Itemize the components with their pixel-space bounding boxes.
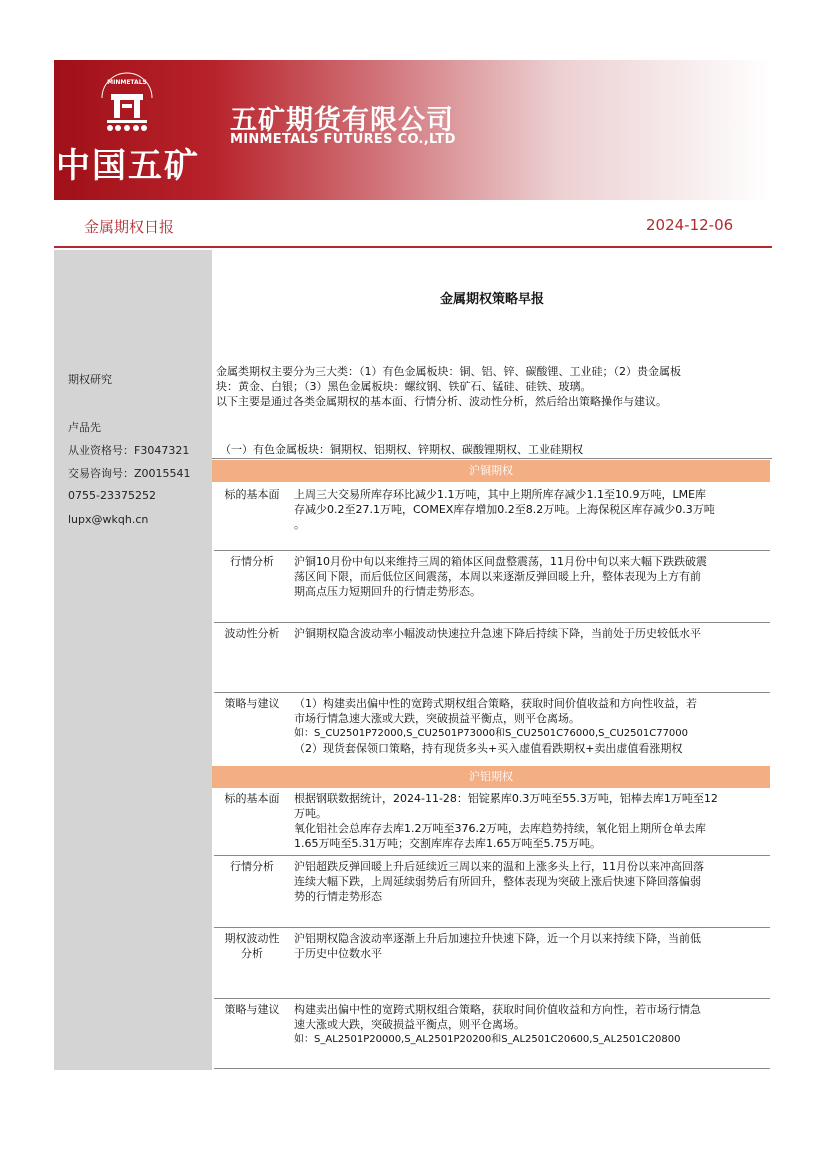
- text-line: 根据钢联数据统计，2024-11-28：铝锭累库0.3万吨至55.3万吨，铝棒去库1万吨至12: [294, 792, 718, 805]
- copper-market-text: [294, 554, 768, 599]
- aluminum-fundamentals-label: 标的基本面: [224, 792, 280, 805]
- row-divider: [214, 855, 770, 856]
- text-line: 。: [294, 518, 305, 531]
- text-line: 万吨。: [294, 807, 327, 820]
- text-line: 速大涨或大跌，突破损益平衡点，则平仓离场。: [294, 1018, 525, 1031]
- copper-strategy-label: 策略与建议: [224, 697, 280, 710]
- report-title: 金属期权日报: [84, 218, 175, 236]
- intro-line: 金属类期权主要分为三大类：（1）有色金属板块：铜、铝、锌、碳酸锂、工业硅；（2）贵金属板: [216, 365, 681, 378]
- text-line: 于历史中位数水平: [294, 947, 382, 960]
- intro-line: 块：黄金、白银；（3）黑色金属板块：螺纹钢、铁矿石、锰硅、硅铁、玻璃。: [216, 380, 592, 393]
- advisor-license: 交易咨询号：Z0015541: [68, 467, 191, 480]
- company-name-cn: 五矿期货有限公司: [230, 105, 454, 136]
- license-number: 从业资格号：F3047321: [68, 444, 190, 457]
- copper-fundamentals-text: [294, 487, 768, 532]
- text-line: 期高点压力短期回升的行情走势形态。: [294, 585, 481, 598]
- main-title: 金属期权策略早报: [439, 292, 544, 307]
- minmetals-logo-icon: [98, 70, 156, 136]
- copper-volatility-label: 波动性分析: [224, 627, 280, 640]
- text-line: 沪铜10月份中旬以来维持三周的箱体区间盘整震荡，11月份中旬以来大幅下跌跌破震: [294, 555, 707, 568]
- text-line: 上周三大交易所库存环比减少1.1万吨，其中上期所库存减少1.1至10.9万吨，LME库: [294, 488, 707, 501]
- aluminum-volatility-text: [294, 931, 768, 961]
- row-divider: [214, 550, 770, 551]
- text-line: 构建卖出偏中性的宽跨式期权组合策略，获取时间价值收益和方向性，若市场行情急: [294, 1003, 701, 1016]
- aluminum-options-band: 沪铝期权: [212, 766, 770, 788]
- aluminum-fundamentals-text: [294, 791, 768, 851]
- report-date: 2024-12-06: [646, 216, 734, 234]
- company-name-en: MINMETALS FUTURES CO.,LTD: [230, 132, 456, 147]
- row-divider: [214, 622, 770, 623]
- aluminum-volatility-label: [214, 931, 290, 961]
- row-divider: [214, 692, 770, 693]
- aluminum-strategy-label: 策略与建议: [224, 1003, 280, 1016]
- text-line: （2）现货套保领口策略，持有现货多头+买入虚值看跌期权+卖出虚值看涨期权: [294, 742, 683, 755]
- logo-text: MINMETALS: [107, 79, 147, 86]
- strategy-example: 如：S_CU2501P72000,S_CU2501P73000和S_CU2501C76000,S_CU2501C77000: [294, 728, 689, 739]
- intro-paragraph: [216, 364, 768, 409]
- text-line: 荡区间下限，而后低位区间震荡，本周以来逐渐反弹回暖上升，整体表现为上方有前: [294, 570, 701, 583]
- copper-strategy-text: [294, 696, 768, 756]
- copper-options-band: 沪铜期权: [212, 460, 770, 482]
- label-line: 分析: [241, 947, 263, 960]
- label-line: 期权波动性: [224, 932, 280, 945]
- sidebar-section: 期权研究: [68, 373, 112, 386]
- analyst-email[interactable]: lupx@wkqh.cn: [68, 513, 149, 526]
- analyst-name: 卢品先: [68, 421, 101, 434]
- text-line: 存减少0.2至27.1万吨，COMEX库存增加0.2至8.2万吨。上海保税区库存减少0.3万吨: [294, 503, 715, 516]
- row-divider: [214, 998, 770, 999]
- text-line: 市场行情急速大涨或大跌，突破损益平衡点，则平仓离场。: [294, 712, 580, 725]
- text-line: 1.65万吨至5.31万吨；交割库库存去库1.65万吨至5.75万吨。: [294, 837, 601, 850]
- aluminum-market-label: 行情分析: [230, 860, 274, 873]
- text-line: 氧化铝社会总库存去库1.2万吨至376.2万吨，去库趋势持续，氧化铝上期所仓单去库: [294, 822, 706, 835]
- header-rule: [54, 246, 772, 248]
- section-heading: （一）有色金属板块：铜期权、铝期权、锌期权、碳酸锂期权、工业硅期权: [220, 443, 583, 456]
- copper-fundamentals-label: 标的基本面: [224, 488, 280, 501]
- text-line: 势的行情走势形态: [294, 890, 382, 903]
- section-divider: [212, 458, 772, 459]
- text-line: （1）构建卖出偏中性的宽跨式期权组合策略，获取时间价值收益和方向性收益，若: [294, 697, 697, 710]
- intro-line: 以下主要是通过各类金属期权的基本面、行情分析、波动性分析，然后给出策略操作与建议。: [216, 395, 667, 408]
- aluminum-strategy-text: [294, 1002, 768, 1047]
- row-divider: [214, 927, 770, 928]
- text-line: 沪铜期权隐含波动率小幅波动快速拉升急速下降后持续下降，当前处于历史较低水平: [294, 627, 701, 640]
- text-line: 连续大幅下跌，上周延续弱势后有所回升，整体表现为突破上涨后快速下降回落偏弱: [294, 875, 701, 888]
- strategy-example: 如：S_AL2501P20000,S_AL2501P20200和S_AL2501C20600,S_AL2501C20800: [294, 1034, 681, 1045]
- text-line: 沪铝超跌反弹回暖上升后延续近三周以来的温和上涨多头上行，11月份以来冲高回落: [294, 860, 704, 873]
- copper-volatility-text: [294, 626, 768, 641]
- brand-name: 中国五矿: [56, 146, 200, 186]
- row-divider: [214, 1068, 770, 1069]
- aluminum-market-text: [294, 859, 768, 904]
- text-line: 沪铝期权隐含波动率逐渐上升后加速拉升快速下降，近一个月以来持续下降，当前低: [294, 932, 701, 945]
- analyst-phone: 0755-23375252: [68, 489, 156, 502]
- copper-market-label: 行情分析: [230, 555, 274, 568]
